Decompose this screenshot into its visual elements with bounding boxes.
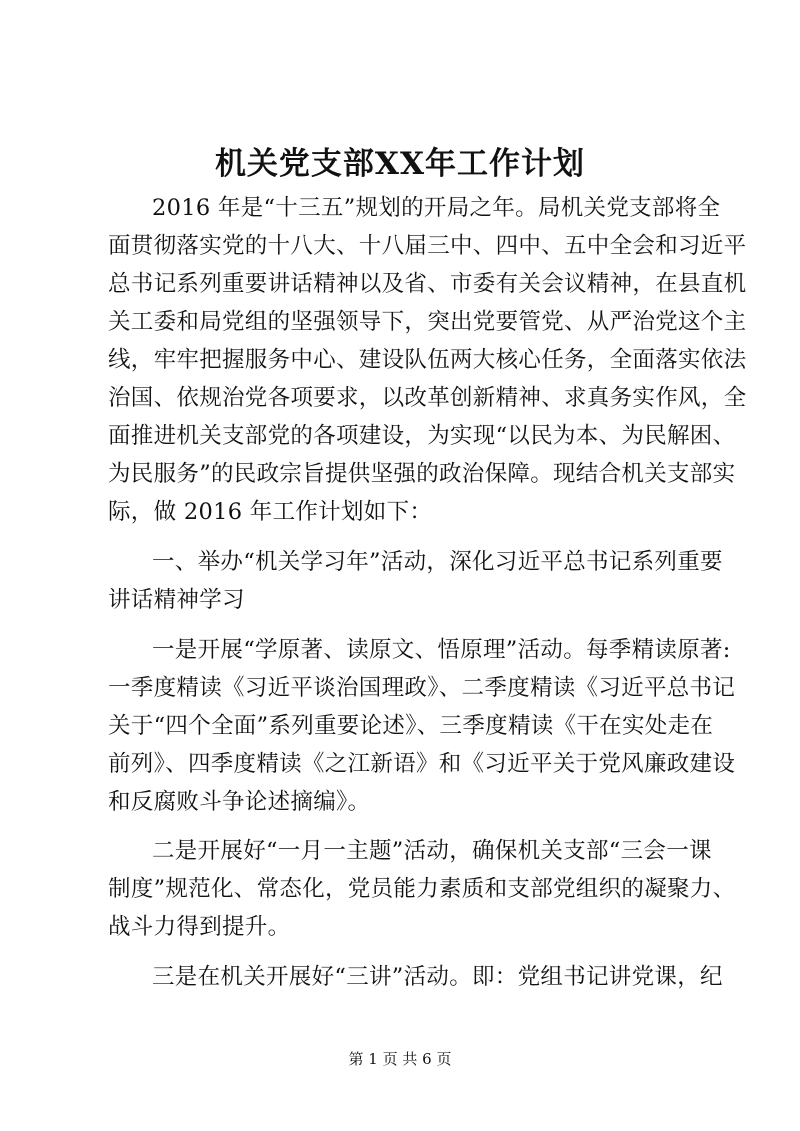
body-line: 面推进机关支部党的各项建设，为实现“以民为本、为民解困、 [108, 423, 736, 449]
body-line: 为民服务”的民政宗旨提供坚强的政治保障。现结合机关支部实 [108, 461, 736, 487]
body-line: 前列》、四季度精读《之江新语》和《习近平关于党风廉政建设 [108, 751, 736, 777]
body-line: 总书记系列重要讲话精神以及省、市委有关会议精神，在县直机 [108, 271, 747, 297]
body-line: 和反腐败斗争论述摘编》。 [108, 789, 371, 815]
body-line: 一季度精读《习近平谈治国理政》、二季度精读《习近平总书记 [108, 675, 736, 701]
body-line: 一是开展“学原著、读原文、悟原理”活动。每季精读原著: [152, 637, 731, 663]
body-line: 战斗力得到提升。 [108, 914, 291, 940]
page-footer: 第 1 页 共 6 页 [348, 1050, 452, 1068]
section-heading-line: 一、举办“机关学习年”活动，深化习近平总书记系列重要 [152, 549, 723, 575]
body-line: 际，做 2016 年工作计划如下： [108, 499, 433, 525]
body-line: 关于“四个全面”系列重要论述》、三季度精读《干在实处走在 [108, 713, 714, 739]
body-line: 2016 年是“十三五”规划的开局之年。局机关党支部将全 [152, 195, 721, 221]
body-line: 面贯彻落实党的十八大、十八届三中、四中、五中全会和习近平 [108, 233, 747, 259]
document-title: 机关党支部XX年工作计划 [214, 146, 586, 182]
body-line: 治国、依规治党各项要求，以改革创新精神、求真务实作风，全 [108, 385, 747, 411]
body-line: 二是开展好“一月一主题”活动，确保机关支部“三会一课 [152, 838, 712, 864]
body-line: 三是在机关开展好“三讲”活动。即：党组书记讲党课，纪 [152, 964, 723, 990]
body-line: 线，牢牢把握服务中心、建设队伍两大核心任务，全面落实依法 [108, 347, 747, 373]
section-heading-line: 讲话精神学习 [108, 587, 245, 613]
body-line: 关工委和局党组的坚强领导下，突出党要管党、从严治党这个主 [108, 309, 747, 335]
body-line: 制度”规范化、常态化，党员能力素质和支部党组织的凝聚力、 [108, 876, 736, 902]
